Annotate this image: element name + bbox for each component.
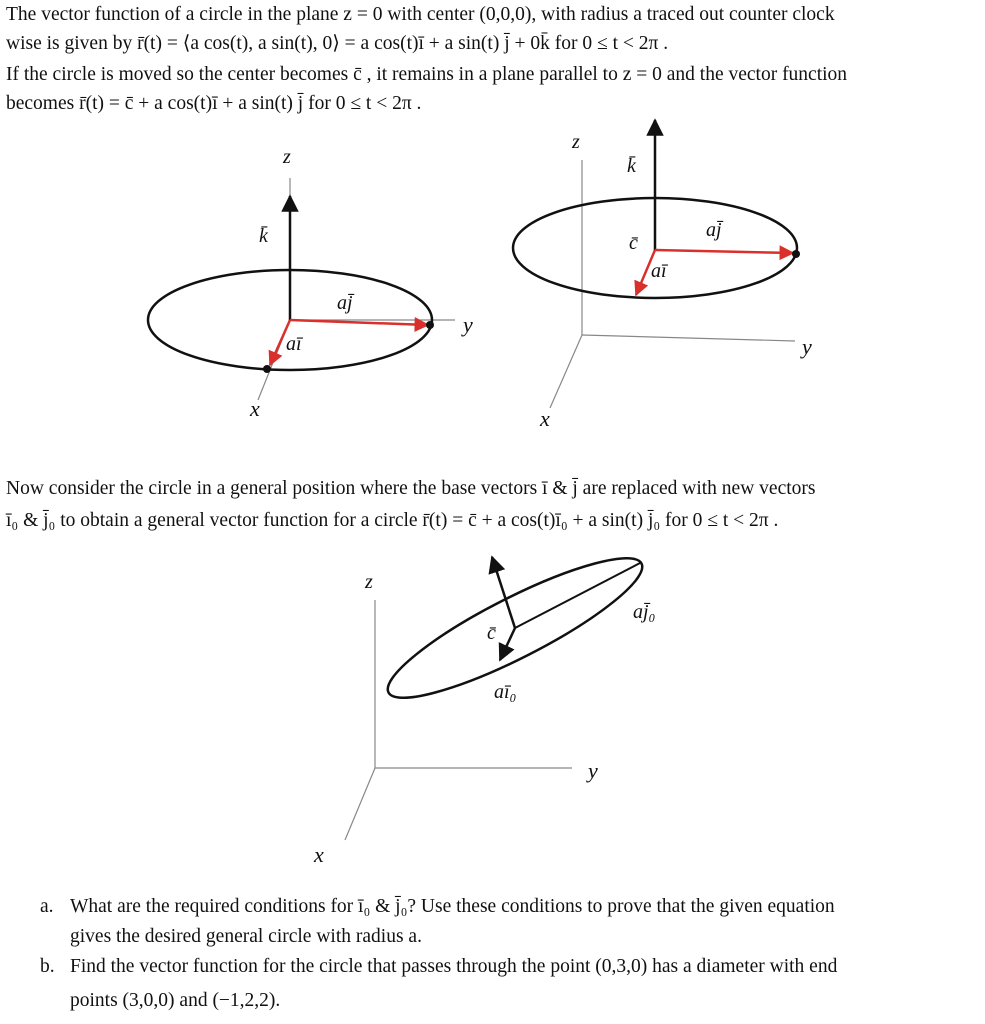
fig2-ai-label: aī xyxy=(651,260,667,282)
fig3-x-label: x xyxy=(314,842,324,867)
intro-line-3: If the circle is moved so the center becomes c̄ , it remains in a plane parallel to z = 0 and the vector function xyxy=(6,64,848,85)
fig1-aj-vector xyxy=(290,320,428,325)
fig3-ai0-vector xyxy=(500,628,515,660)
fig1-k-label: k̄ xyxy=(259,225,268,247)
fig1-y-label: y xyxy=(463,312,473,337)
fig2-point-y xyxy=(792,250,800,258)
fig2-z-label: z xyxy=(572,131,580,153)
question-b-label: b. xyxy=(40,956,55,977)
middle-line-1: Now consider the circle in a general position where the base vectors ī & j̄ are replaced with new vectors xyxy=(6,478,816,499)
question-b-line-1: Find the vector function for the circle that passes through the point (0,3,0) has a diameter with end xyxy=(70,956,838,977)
question-a-label: a. xyxy=(40,896,54,917)
fig2-aj-label: aj̄ xyxy=(706,219,722,241)
middle-line-2: ī₀ & j̄₀ to obtain a general vector function for a circle r̄(t) = c̄ + a cos(t)ī₀ + a sin(t) j̄₀ for 0 ≤ t < 2π . xyxy=(6,510,779,531)
fig2-aj-vector xyxy=(655,250,793,253)
fig1-ai-label: aī xyxy=(286,333,302,355)
fig2-x-axis xyxy=(550,335,582,408)
fig2-x-label: x xyxy=(540,406,550,431)
fig3-z-label: z xyxy=(365,571,373,593)
fig3-ai0-label: aī₀ xyxy=(494,681,517,703)
fig1-aj-label: aj̄ xyxy=(337,292,353,314)
fig3-c-label: c̄ xyxy=(487,622,496,644)
intro-line-2: wise is given by r̄(t) = ⟨a cos(t), a sin(t), 0⟩ = a cos(t)ī + a sin(t) j̄ + 0k̄ for 0 ≤ t < 2π . xyxy=(6,33,669,54)
fig1-x-label: x xyxy=(250,396,260,421)
intro-line-1: The vector function of a circle in the plane z = 0 with center (0,0,0), with radius a traced out counter clock xyxy=(6,4,835,25)
intro-line-4: becomes r̄(t) = c̄ + a cos(t)ī + a sin(t) j̄ for 0 ≤ t < 2π . xyxy=(6,93,422,114)
figure-1-circle-at-origin xyxy=(148,146,473,421)
figure-3-general-circle xyxy=(313,537,656,867)
fig1-point-x xyxy=(263,365,271,373)
fig2-k-label: k̄ xyxy=(627,155,636,177)
fig3-x-axis xyxy=(345,768,375,840)
fig3-normal-vector xyxy=(492,557,515,628)
figure-2-shifted-circle xyxy=(513,120,812,431)
fig3-aj0-label: aj̄₀ xyxy=(633,601,656,623)
fig3-y-label: y xyxy=(588,758,598,783)
fig2-y-axis xyxy=(582,335,795,341)
question-a-line-2: gives the desired general circle with radius a. xyxy=(70,926,422,947)
question-b-line-2: points (3,0,0) and (−1,2,2). xyxy=(70,990,281,1011)
fig1-point-y xyxy=(426,321,434,329)
fig2-c-label: c̄ xyxy=(629,232,638,254)
fig2-y-label: y xyxy=(802,334,812,359)
question-a-line-1: What are the required conditions for ī₀ & j̄₀? Use these conditions to prove that the given equation xyxy=(70,896,835,917)
fig1-z-label: z xyxy=(283,146,291,168)
